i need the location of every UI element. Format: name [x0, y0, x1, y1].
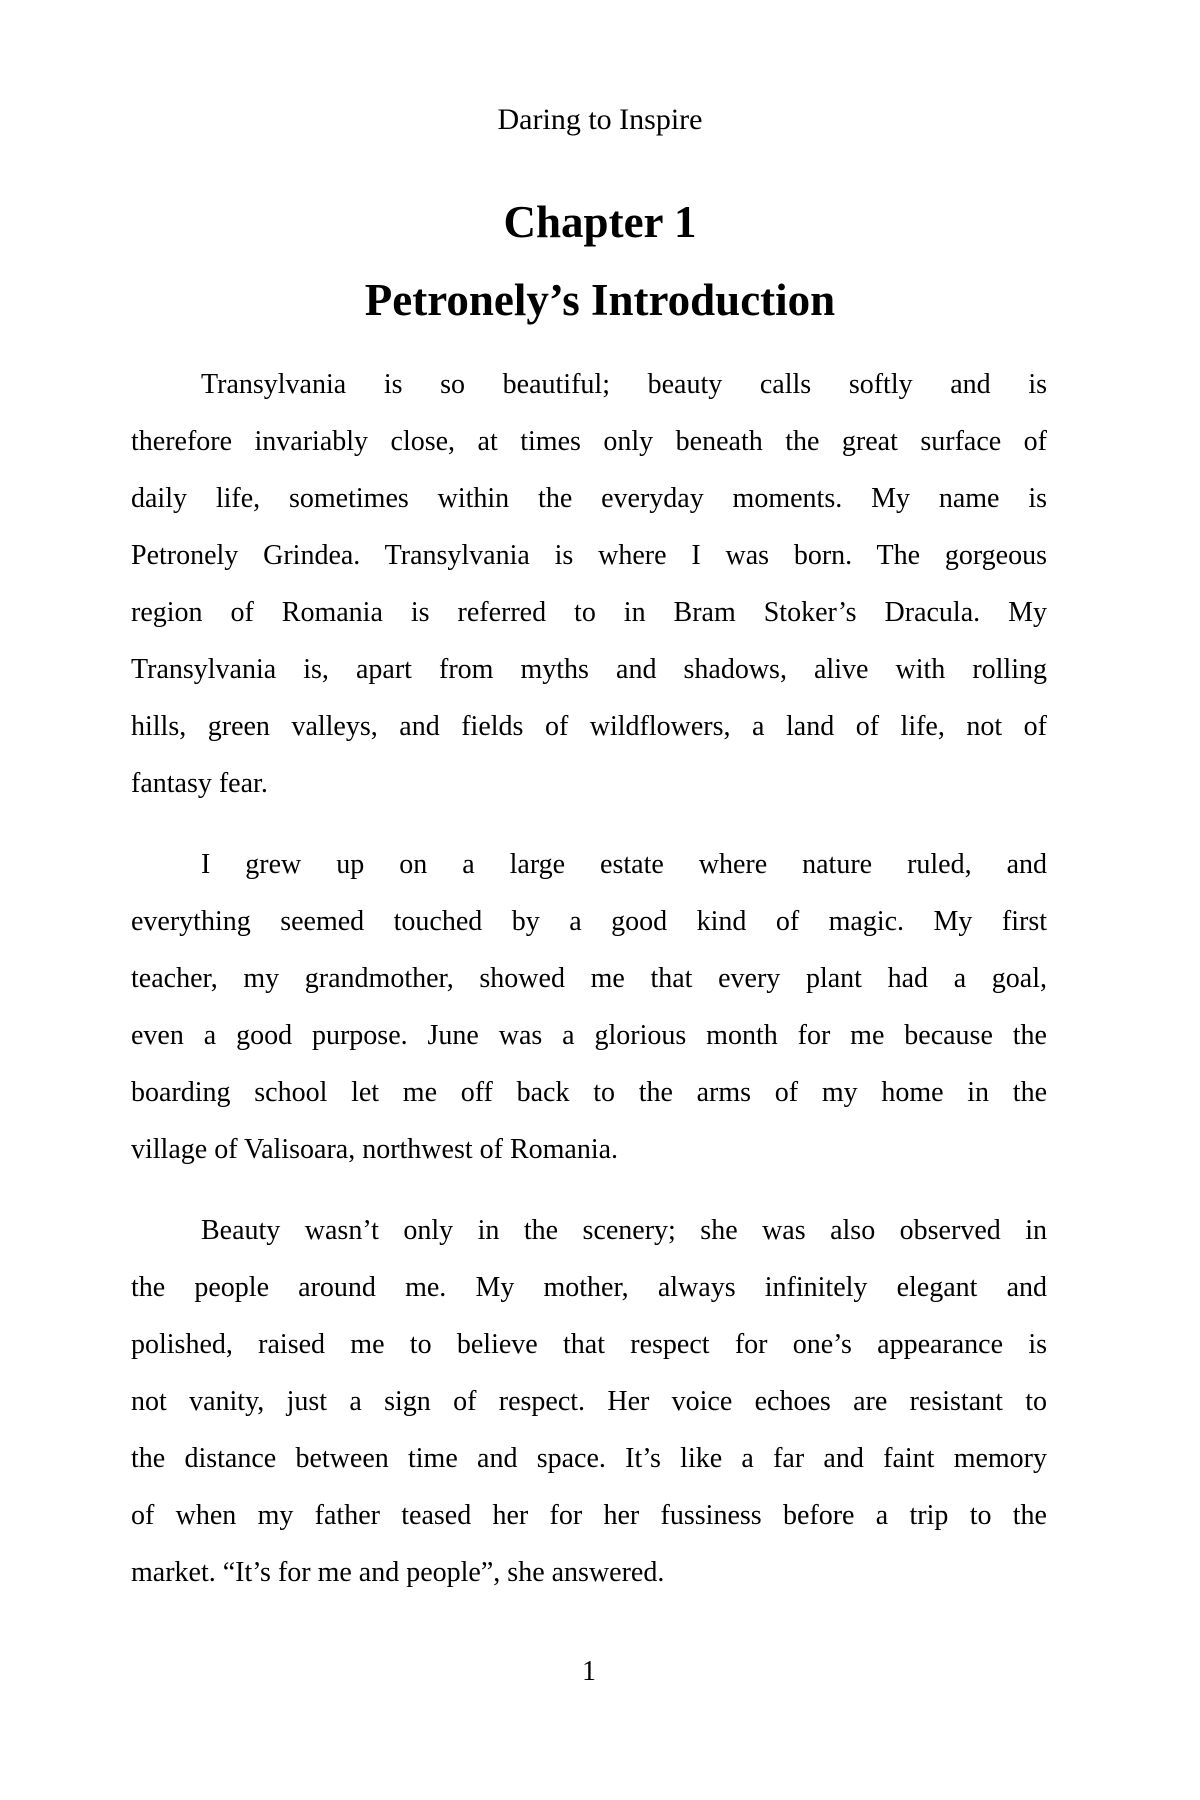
- text-line: therefore invariably close, at times only beneath the great surface of: [131, 426, 1047, 457]
- paragraph: [131, 836, 1047, 1178]
- text-line: of when my father teased her for her fussiness before a trip to the: [131, 1500, 1047, 1531]
- text-line: boarding school let me off back to the arms of my home in the: [131, 1077, 1047, 1108]
- text-line: Transylvania is so beautiful; beauty calls softly and is: [201, 369, 1047, 400]
- text-line: market. “It’s for me and people”, she answered.: [131, 1557, 665, 1588]
- text-line: even a good purpose. June was a glorious month for me because the: [131, 1020, 1047, 1051]
- text-line: village of Valisoara, northwest of Romania.: [131, 1134, 619, 1165]
- paragraph: [131, 356, 1047, 812]
- chapter-subtitle: Petronely’s Introduction: [364, 275, 836, 325]
- text-line: fantasy fear.: [131, 768, 268, 799]
- running-head: Daring to Inspire: [497, 103, 703, 136]
- text-line: not vanity, just a sign of respect. Her voice echoes are resistant to: [131, 1386, 1047, 1417]
- text-line: Transylvania is, apart from myths and shadows, alive with rolling: [131, 654, 1047, 685]
- text-line: daily life, sometimes within the everyday moments. My name is: [131, 483, 1047, 514]
- text-line: Petronely Grindea. Transylvania is where I was born. The gorgeous: [131, 540, 1047, 571]
- text-line: polished, raised me to believe that respect for one’s appearance is: [131, 1329, 1047, 1360]
- text-line: the people around me. My mother, always infinitely elegant and: [131, 1272, 1047, 1303]
- text-line: Beauty wasn’t only in the scenery; she was also observed in: [201, 1215, 1047, 1246]
- chapter-heading: Chapter 1: [503, 197, 697, 247]
- body-text: [131, 356, 1047, 1625]
- page-number: 1: [582, 1656, 596, 1687]
- paragraph: [131, 1202, 1047, 1601]
- text-line: region of Romania is referred to in Bram Stoker’s Dracula. My: [131, 597, 1047, 628]
- text-line: hills, green valleys, and fields of wildflowers, a land of life, not of: [131, 711, 1047, 742]
- text-line: the distance between time and space. It’s like a far and faint memory: [131, 1443, 1047, 1474]
- text-line: teacher, my grandmother, showed me that every plant had a goal,: [131, 963, 1047, 994]
- text-line: everything seemed touched by a good kind of magic. My first: [131, 906, 1047, 937]
- text-line: I grew up on a large estate where nature ruled, and: [201, 849, 1047, 880]
